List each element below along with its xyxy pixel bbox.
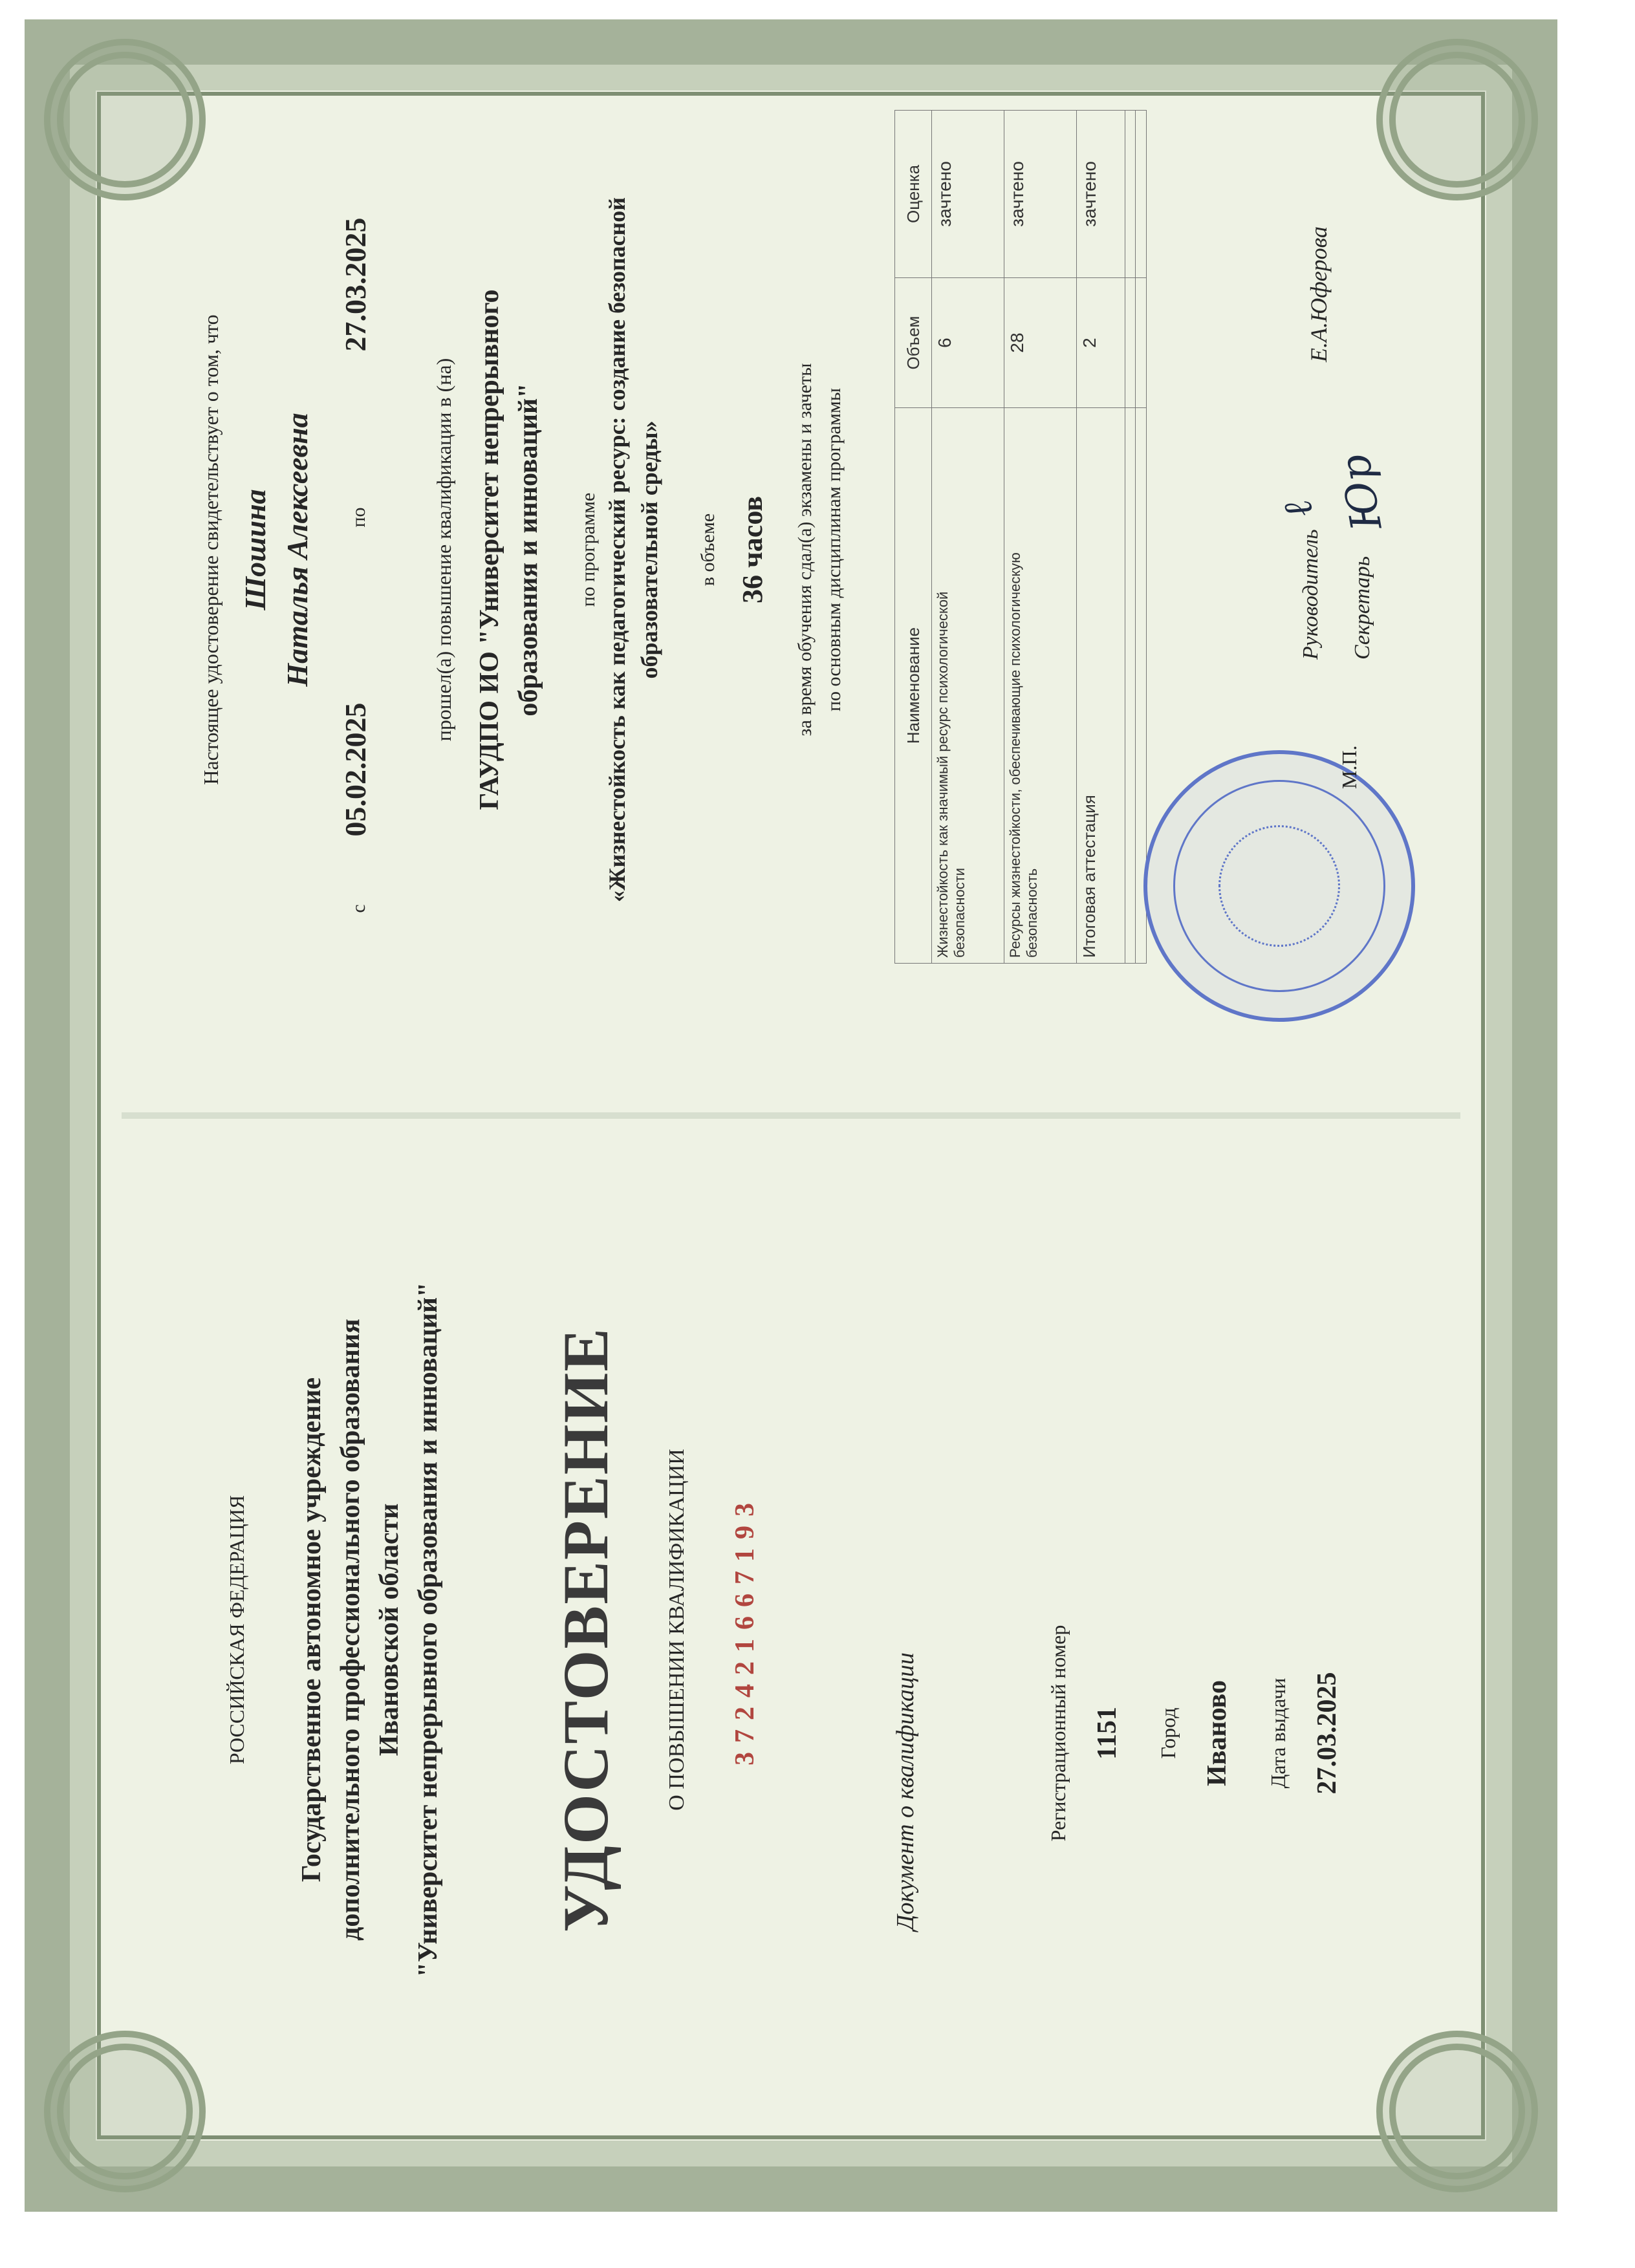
org-line-4: "Университет непрерывного образования и инноваций"	[413, 1282, 443, 1978]
discipline-grade: зачтено	[1004, 111, 1076, 278]
discipline-volume: 28	[1004, 277, 1076, 407]
issue-date-label: Дата выдачи	[1266, 1678, 1290, 1789]
document-subtitle: О ПОВЫШЕНИИ КВАЛИФИКАЦИИ	[665, 1449, 689, 1811]
institution-line-2: образования и инноваций"	[514, 383, 543, 717]
program-label: по программе	[578, 492, 599, 607]
head-name: Е.А.Юферова	[1306, 226, 1332, 362]
serial-number: 372421667193	[730, 1494, 760, 1766]
center-fold	[122, 1112, 1460, 1119]
head-signature: ℓ	[1274, 495, 1323, 523]
city-value: Иваново	[1202, 1680, 1232, 1786]
exams-line-2: по основным дисциплинам программы	[823, 388, 845, 712]
institution-line-1: ГАУДПО ИО "Университет непрерывного	[475, 289, 504, 810]
seal-emblem-icon	[1218, 825, 1340, 947]
date-to: 27.03.2025	[339, 217, 372, 352]
corner-rosette-icon	[1376, 39, 1538, 200]
program-line-2: образовательной среды»	[636, 420, 662, 679]
table-row-empty	[1136, 111, 1147, 964]
org-line-3: Ивановской области	[374, 1503, 404, 1756]
discipline-name	[1004, 408, 1076, 964]
recipient-name: Наталья Алексеевна	[281, 413, 314, 687]
header-grade: Оценка	[895, 111, 932, 278]
recipient-surname: Шошина	[239, 489, 272, 610]
discipline-name-line: безопасности	[951, 867, 968, 958]
program-line-1: «Жизнестойкость как педагогический ресурс: создание безопасной	[604, 197, 630, 903]
discipline-name-line: Ресурсы жизнестойкости, обеспечивающие психологическую	[1006, 552, 1023, 958]
exams-line-1: за время обучения сдал(а) экзамены и зачеты	[794, 363, 816, 737]
header-volume: Объем	[895, 277, 932, 407]
from-label: с	[348, 904, 369, 913]
hours-value: 36 часов	[737, 496, 768, 604]
seal-label: М.П.	[1337, 745, 1361, 789]
header-name: Наименование	[895, 408, 932, 964]
discipline-name	[932, 408, 1004, 964]
table-row-empty	[1125, 111, 1136, 964]
discipline-volume: 2	[1076, 277, 1125, 407]
discipline-volume: 6	[932, 277, 1004, 407]
discipline-name-line: Жизнестойкость как значимый ресурс психологической	[935, 591, 951, 958]
country-label: РОССИЙСКАЯ ФЕДЕРАЦИЯ	[225, 1495, 248, 1765]
secretary-signature: Юр	[1331, 451, 1392, 534]
certificate-spread	[25, 19, 1557, 2212]
org-line-2: дополнительного профессионального образования	[336, 1319, 365, 1941]
table-row	[932, 111, 1004, 964]
org-line-1: Государственное автономное учреждение	[297, 1377, 327, 1883]
document-type: Документ о квалификации	[892, 1652, 919, 1930]
discipline-name: Итоговая аттестация	[1076, 408, 1125, 964]
registration-number: 1151	[1092, 1707, 1122, 1760]
disciplines-table	[894, 110, 1147, 964]
table-row	[1076, 111, 1125, 964]
discipline-grade: зачтено	[932, 111, 1004, 278]
document-title: УДОСТОВЕРЕНИЕ	[550, 1327, 622, 1932]
corner-rosette-icon	[1376, 2031, 1538, 2192]
intro-text: Настоящее удостоверение свидетельствует о том, что	[199, 314, 222, 785]
discipline-name-line: безопасность	[1023, 868, 1040, 958]
corner-rosette-icon	[44, 2031, 206, 2192]
discipline-grade: зачтено	[1076, 111, 1125, 278]
to-label: по	[348, 507, 369, 528]
table-row	[1004, 111, 1076, 964]
official-seal-stamp	[1143, 750, 1415, 1022]
city-label: Город	[1156, 1707, 1180, 1759]
table-header-row	[895, 111, 932, 964]
head-label: Руководитель	[1299, 529, 1323, 660]
volume-label: в объеме	[697, 513, 719, 587]
issue-date: 27.03.2025	[1312, 1672, 1342, 1795]
secretary-label: Секретарь	[1350, 556, 1374, 660]
date-from: 05.02.2025	[339, 702, 372, 837]
registration-label: Регистрационный номер	[1046, 1625, 1070, 1842]
passed-label: прошел(а) повышение квалификации в (на)	[432, 358, 455, 742]
corner-rosette-icon	[44, 39, 206, 200]
